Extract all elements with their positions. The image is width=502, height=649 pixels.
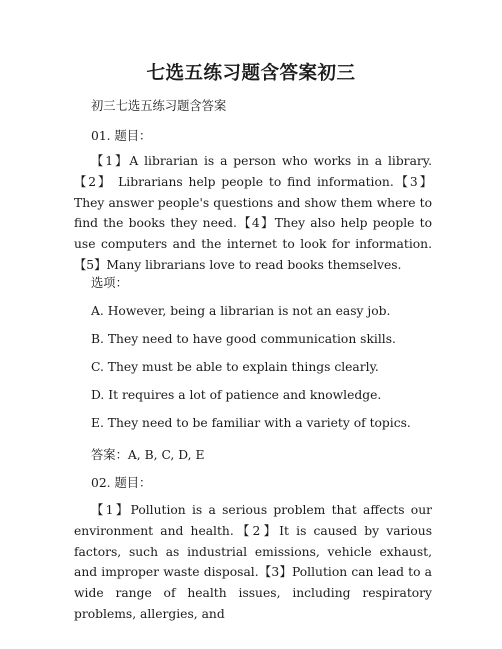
- option-a: A. However, being a librarian is not an easy job.: [91, 304, 391, 318]
- option-b: B. They need to have good communication skills.: [91, 332, 396, 346]
- option-d: D. It requires a lot of patience and knowledge.: [91, 388, 382, 402]
- question-1-heading: 01. 题目：: [91, 129, 152, 143]
- question-2-passage: 【1】Pollution is a serious problem that affects our environment and health.【2】It is caused by various factors, such as industrial emissions, vehicle exhaust, and improper waste disposal.【3】Pollution can lead to a wide range of health issues, including respiratory problems, allergies, and: [74, 503, 432, 621]
- option-e: E. They need to be familiar with a variety of topics.: [91, 416, 411, 430]
- question-2-heading: 02. 题目：: [91, 476, 152, 490]
- document-subtitle: 初三七选五练习题含答案: [91, 99, 227, 113]
- option-c: C. They must be able to explain things clearly.: [91, 360, 379, 374]
- question-1-passage: 【1】A librarian is a person who works in a library.【2】 Librarians help people to find information.【3】They answer people's questions and show them where to find the books they need.【4】They also help people to use computers and the internet to look for information.【5】Many librarians love to read books themselves.: [74, 154, 432, 272]
- answer-line: 答案：A, B, C, D, E: [91, 448, 205, 462]
- document-title: 七选五练习题含答案初三: [146, 63, 356, 84]
- options-label: 选项：: [91, 276, 128, 290]
